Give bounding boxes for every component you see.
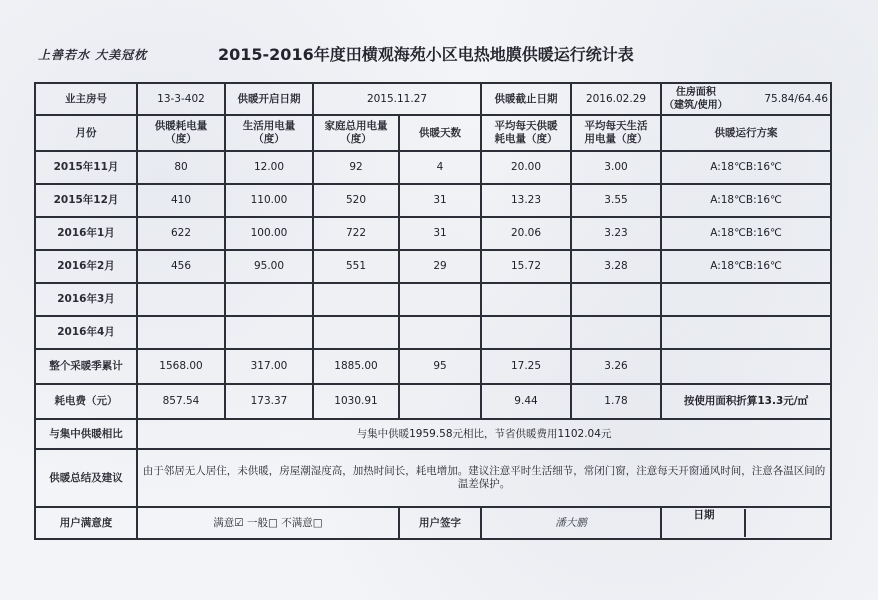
table-row (35, 151, 831, 184)
row-total: 722 (313, 217, 399, 250)
summary-label: 供暖总结及建议 (35, 449, 137, 507)
date-label: 日期 (693, 509, 715, 521)
satisfaction-label: 用户满意度 (35, 507, 137, 539)
compare-row (35, 419, 831, 449)
row-avg-living: 3.28 (571, 250, 661, 283)
heating-statistics-table (34, 82, 832, 540)
season-total-avg-living: 3.26 (571, 349, 661, 384)
col-total-kwh: 家庭总用电量 （度） (313, 115, 399, 151)
row-avg-heating (481, 316, 571, 349)
area-cell (661, 83, 831, 115)
row-heating: 80 (137, 151, 225, 184)
owner-value: 13-3-402 (137, 83, 225, 115)
cost-total: 1030.91 (313, 384, 399, 419)
row-plan (661, 283, 831, 316)
row-total (313, 283, 399, 316)
row-heating: 456 (137, 250, 225, 283)
table-row (35, 283, 831, 316)
row-avg-living (571, 283, 661, 316)
season-total-avg-heating: 17.25 (481, 349, 571, 384)
row-living (225, 316, 313, 349)
row-plan: A:18℃B:16℃ (661, 217, 831, 250)
area-label: 住房面积 （建筑/使用） (664, 87, 728, 111)
row-avg-living: 3.23 (571, 217, 661, 250)
cost-avg-heating: 9.44 (481, 384, 571, 419)
cost-avg-living: 1.78 (571, 384, 661, 419)
table-row (35, 217, 831, 250)
satisfaction-row (35, 507, 831, 539)
row-total: 520 (313, 184, 399, 217)
row-heating: 410 (137, 184, 225, 217)
motto-text: 上善若水 大美冠枕 (38, 48, 148, 62)
row-month: 2015年12月 (35, 184, 137, 217)
table-row (35, 184, 831, 217)
row-days: 31 (399, 217, 481, 250)
row-month: 2016年2月 (35, 250, 137, 283)
document-title: 2015-2016年度田横观海苑小区电热地膜供暖运行统计表 (218, 45, 634, 64)
cost-plan: 按使用面积折算13.3元/㎡ (661, 384, 831, 419)
row-avg-heating: 15.72 (481, 250, 571, 283)
date-value (744, 509, 828, 537)
summary-text: 由于邻居无人居住，未供暖，房屋潮湿度高，加热时间长，耗电增加。建议注意平时生活细节，常闭门窗，注意每天开窗通风时间，注意各温区间的温差保护。 (137, 449, 831, 507)
row-days: 31 (399, 184, 481, 217)
row-avg-heating (481, 283, 571, 316)
season-total-plan (661, 349, 831, 384)
row-avg-living: 3.00 (571, 151, 661, 184)
table-row (35, 250, 831, 283)
end-date-label: 供暖截止日期 (481, 83, 571, 115)
row-month: 2015年11月 (35, 151, 137, 184)
start-date-value: 2015.11.27 (313, 83, 481, 115)
row-total (313, 316, 399, 349)
row-living: 110.00 (225, 184, 313, 217)
row-month: 2016年4月 (35, 316, 137, 349)
table-row (35, 316, 831, 349)
row-avg-heating: 20.06 (481, 217, 571, 250)
row-living: 100.00 (225, 217, 313, 250)
season-total-label: 整个采暖季累计 (35, 349, 137, 384)
cost-label: 耗电费（元） (35, 384, 137, 419)
row-heating (137, 283, 225, 316)
cost-row (35, 384, 831, 419)
season-total-days: 95 (399, 349, 481, 384)
column-header-row (35, 115, 831, 151)
owner-label: 业主房号 (35, 83, 137, 115)
row-living: 95.00 (225, 250, 313, 283)
row-avg-heating: 20.00 (481, 151, 571, 184)
season-total-total: 1885.00 (313, 349, 399, 384)
compare-text: 与集中供暖1959.58元相比，节省供暖费用1102.04元 (137, 419, 831, 449)
season-total-row (35, 349, 831, 384)
row-total: 551 (313, 250, 399, 283)
row-total: 92 (313, 151, 399, 184)
area-value: 75.84/64.46 (764, 92, 828, 105)
header-row (35, 83, 831, 115)
season-total-heating: 1568.00 (137, 349, 225, 384)
row-living (225, 283, 313, 316)
col-avg-heating: 平均每天供暖 耗电量（度） (481, 115, 571, 151)
row-avg-heating: 13.23 (481, 184, 571, 217)
row-days: 4 (399, 151, 481, 184)
satisfaction-options: 满意☑ 一般□ 不满意□ (137, 507, 399, 539)
row-living: 12.00 (225, 151, 313, 184)
user-signature: 潘大鹏 (481, 507, 661, 539)
row-month: 2016年3月 (35, 283, 137, 316)
col-plan: 供暖运行方案 (661, 115, 831, 151)
col-heating-kwh: 供暖耗电量 （度） (137, 115, 225, 151)
row-heating (137, 316, 225, 349)
signature-label: 用户签字 (399, 507, 481, 539)
compare-label: 与集中供暖相比 (35, 419, 137, 449)
row-days (399, 316, 481, 349)
row-avg-living (571, 316, 661, 349)
date-cell (661, 507, 831, 539)
col-living-kwh: 生活用电量 （度） (225, 115, 313, 151)
row-month: 2016年1月 (35, 217, 137, 250)
cost-living: 173.37 (225, 384, 313, 419)
season-total-living: 317.00 (225, 349, 313, 384)
col-avg-living: 平均每天生活 用电量（度） (571, 115, 661, 151)
cost-days (399, 384, 481, 419)
start-date-label: 供暖开启日期 (225, 83, 313, 115)
row-plan: A:18℃B:16℃ (661, 184, 831, 217)
row-plan: A:18℃B:16℃ (661, 250, 831, 283)
col-month: 月份 (35, 115, 137, 151)
summary-row (35, 449, 831, 507)
row-plan (661, 316, 831, 349)
row-plan: A:18℃B:16℃ (661, 151, 831, 184)
row-heating: 622 (137, 217, 225, 250)
row-days (399, 283, 481, 316)
row-avg-living: 3.55 (571, 184, 661, 217)
row-days: 29 (399, 250, 481, 283)
cost-heating: 857.54 (137, 384, 225, 419)
col-days: 供暖天数 (399, 115, 481, 151)
end-date-value: 2016.02.29 (571, 83, 661, 115)
